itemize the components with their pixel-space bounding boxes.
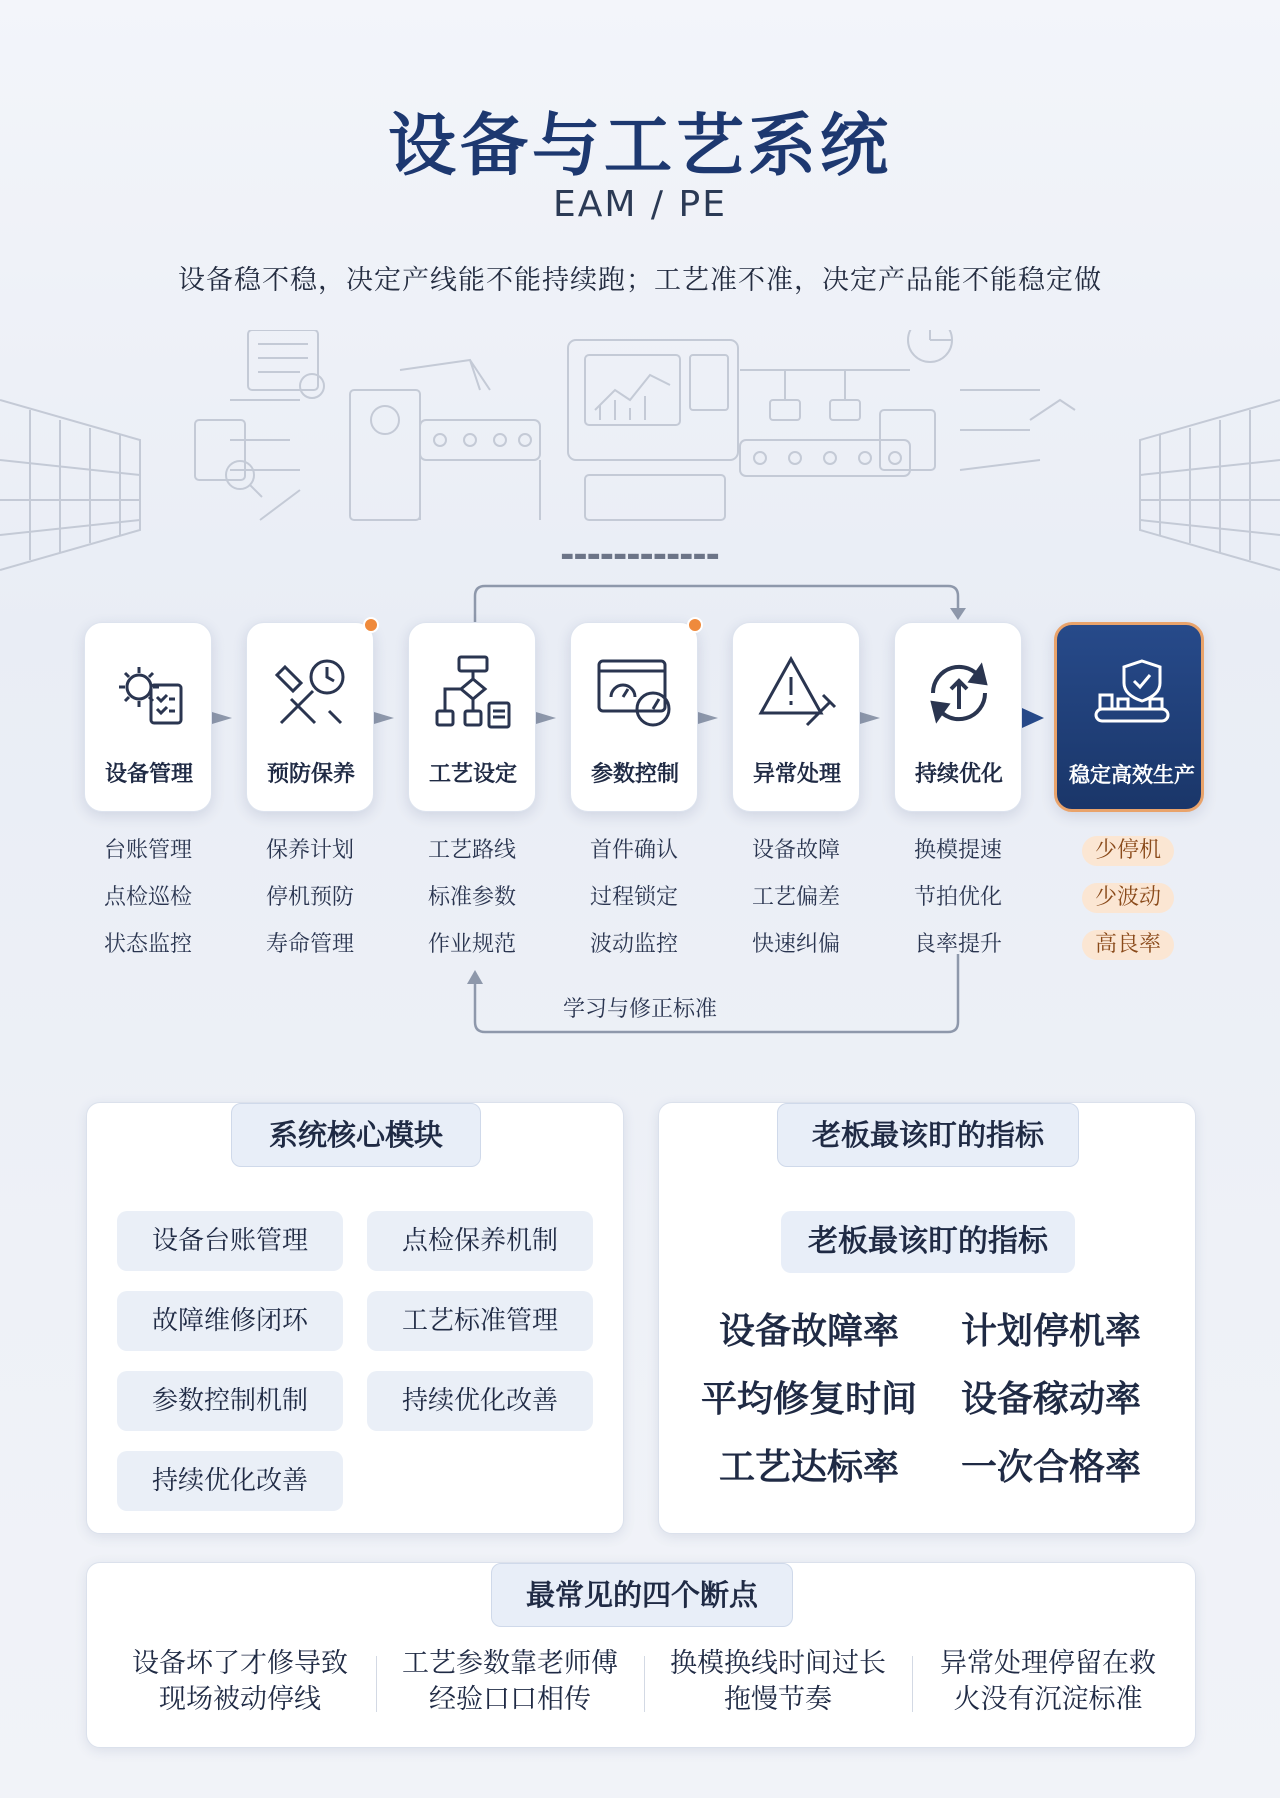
sub-item: 保养计划: [265, 838, 354, 863]
sub-item: 标准参数: [427, 885, 516, 910]
sub-item: 良率提升: [913, 932, 1002, 957]
divider: [912, 1656, 913, 1712]
step-label: 稳定高效生产: [1069, 763, 1195, 787]
sub-item: 快速纠偏: [751, 932, 840, 957]
highlight-dot: [687, 617, 703, 633]
metrics-panel: [658, 1102, 1196, 1534]
step-process-setting: [408, 622, 536, 812]
sub-item: 节拍优化: [913, 885, 1002, 910]
metric-item: 一次合格率: [960, 1447, 1141, 1488]
metric-item: 平均修复时间: [700, 1379, 917, 1420]
step-sub-list: [894, 836, 1022, 977]
step-exception-handling: [732, 622, 860, 812]
step-sub-list: [246, 836, 374, 977]
breakpoint-item: [928, 1646, 1168, 1718]
feedback-loop-label: 学习与修正标准: [562, 997, 717, 1022]
gear-clipboard-icon: [109, 653, 189, 733]
step-sub-list: [408, 836, 536, 977]
sub-item: 工艺路线: [427, 838, 516, 863]
production-line-shield-icon: [1092, 655, 1172, 735]
metrics-subheading: 老板最该盯的指标: [781, 1211, 1075, 1273]
metric-item: 计划停机率: [960, 1311, 1141, 1352]
metric-item: 设备稼动率: [960, 1379, 1141, 1420]
breakpoint-line: 工艺参数靠老师傅: [402, 1648, 618, 1679]
divider: [376, 1656, 377, 1712]
step-sub-list: [84, 836, 212, 977]
warning-wrench-icon: [757, 653, 837, 733]
panel-heading: 最常见的四个断点: [491, 1563, 793, 1627]
breakpoint-line: 异常处理停留在救: [940, 1648, 1156, 1679]
core-modules-panel: [86, 1102, 624, 1534]
step-stable-production: [1054, 622, 1204, 812]
breakpoint-line: 换模换线时间过长: [670, 1648, 886, 1679]
breakpoint-item: [120, 1646, 360, 1718]
sub-item: 设备故障: [751, 838, 840, 863]
sub-item: 过程锁定: [589, 885, 678, 910]
sub-item: 换模提速: [913, 838, 1002, 863]
sub-item: 停机预防: [265, 885, 354, 910]
breakpoint-line: 现场被动停线: [159, 1684, 321, 1715]
sub-item: 寿命管理: [265, 932, 354, 957]
step-label: 设备管理: [104, 762, 193, 787]
sub-item: 首件确认: [589, 838, 678, 863]
sub-item: 状态监控: [103, 932, 192, 957]
panel-heading: 老板最该盯的指标: [777, 1103, 1079, 1167]
cycle-arrows-icon: [919, 653, 999, 733]
metric-item: 设备故障率: [718, 1311, 899, 1352]
sub-item: 作业规范: [427, 932, 516, 957]
breakpoint-line: 火没有沉淀标准: [953, 1684, 1143, 1715]
step-label: 预防保养: [266, 762, 355, 787]
module-item: 持续优化改善: [367, 1371, 593, 1431]
breakpoint-item: [390, 1646, 630, 1718]
module-item: 设备台账管理: [117, 1211, 343, 1271]
step-label: 异常处理: [752, 762, 841, 787]
sub-item: 波动监控: [589, 932, 678, 957]
step-parameter-control: [570, 622, 698, 812]
outcome-badge: 少停机: [1082, 836, 1174, 866]
step-label: 持续优化: [914, 762, 1003, 787]
highlight-dot: [363, 617, 379, 633]
module-item: 故障维修闭环: [117, 1291, 343, 1351]
step-sub-list: [732, 836, 860, 977]
page-subtitle: EAM / PE: [553, 184, 727, 225]
breakpoint-item: [658, 1646, 898, 1718]
step-continuous-optimization: [894, 622, 1022, 812]
step-sub-list: [570, 836, 698, 977]
step-preventive-maintenance: [246, 622, 374, 812]
module-item: 点检保养机制: [367, 1211, 593, 1271]
sub-item: 点检巡检: [103, 885, 192, 910]
step-equipment-management: [84, 622, 212, 812]
breakpoint-line: 设备坏了才修导致: [132, 1648, 348, 1679]
breakpoint-line: 经验口口相传: [429, 1684, 591, 1715]
panel-heading: 系统核心模块: [231, 1103, 481, 1167]
metric-item: 工艺达标率: [718, 1447, 899, 1488]
factory-illustration: [0, 330, 1280, 580]
divider: [644, 1656, 645, 1712]
top-loop-label: ▬▬▬▬▬▬▬▬▬▬▬▬: [560, 548, 720, 564]
outcome-badge: 少波动: [1082, 883, 1174, 913]
page-tagline: 设备稳不稳，决定产线能不能持续跑；工艺准不准，决定产品能不能稳定做: [178, 265, 1102, 296]
dashboard-gauge-icon: [595, 653, 675, 733]
step-label: 工艺设定: [428, 762, 517, 787]
module-item: 工艺标准管理: [367, 1291, 593, 1351]
step-label: 参数控制: [590, 762, 679, 787]
wrench-clock-icon: [271, 653, 351, 733]
page-title: 设备与工艺系统: [387, 107, 892, 186]
sub-item: 工艺偏差: [751, 885, 840, 910]
outcome-badge: 高良率: [1082, 930, 1174, 960]
flowchart-icon: [433, 653, 513, 733]
final-outcome-list: [1064, 836, 1192, 977]
module-item: 参数控制机制: [117, 1371, 343, 1431]
sub-item: 台账管理: [103, 838, 192, 863]
module-item: 持续优化改善: [117, 1451, 343, 1511]
breakpoint-line: 拖慢节奏: [724, 1684, 832, 1715]
